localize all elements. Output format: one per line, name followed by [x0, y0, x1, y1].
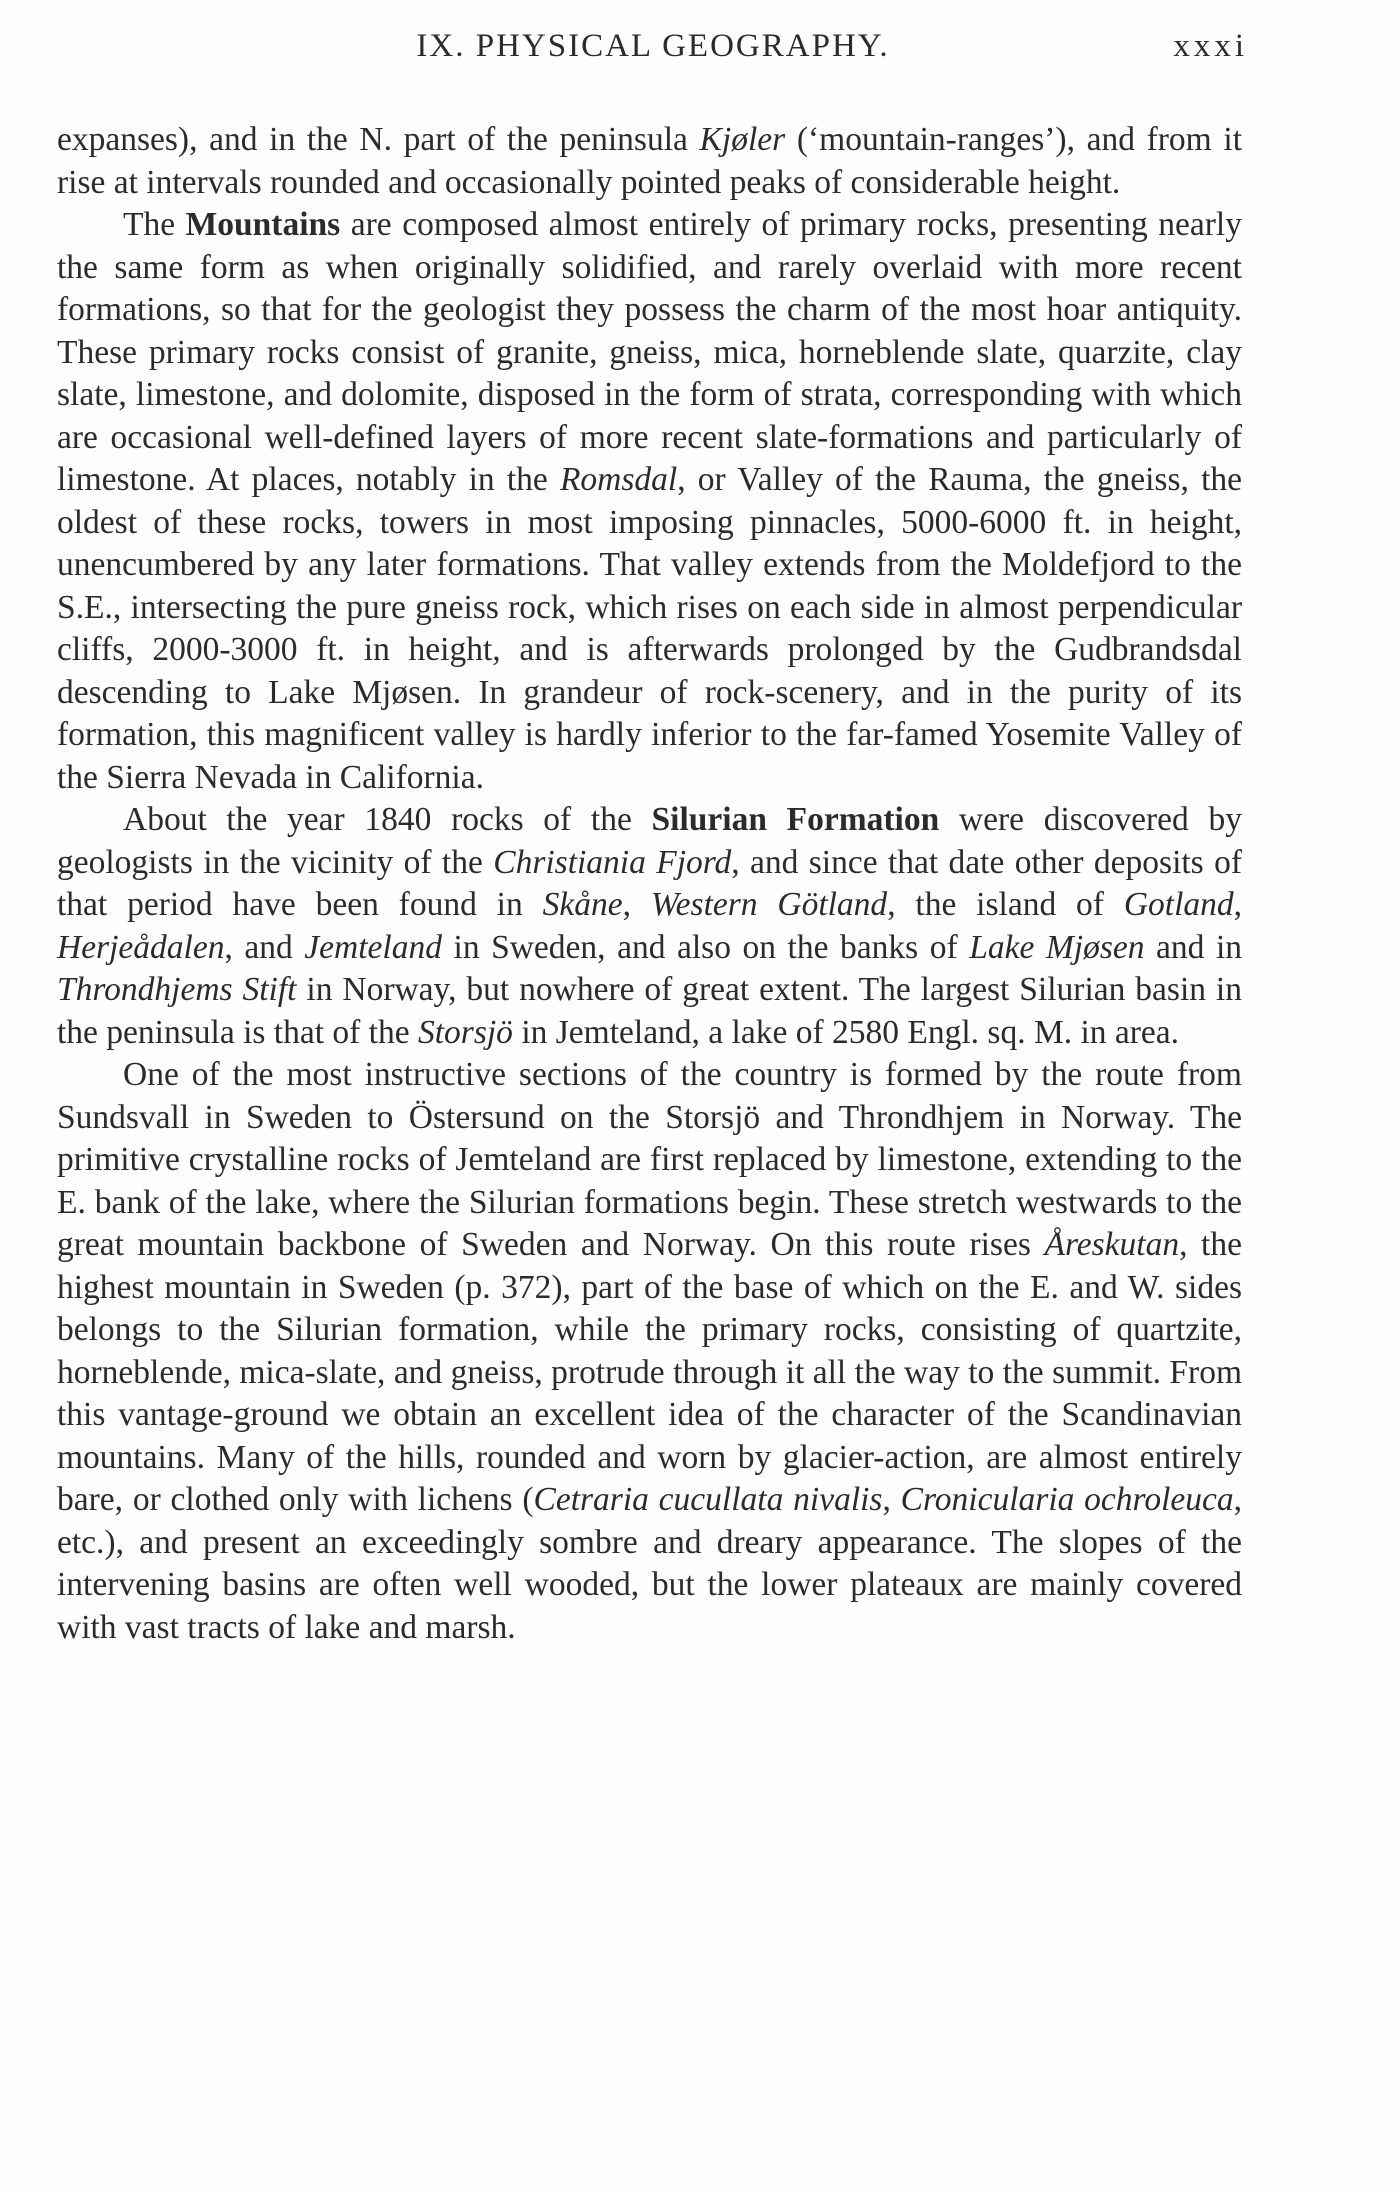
text-run: expanses), and in the N. part of the peninsula [57, 121, 700, 158]
italic-term: Jemteland [304, 928, 442, 966]
italic-term: Skåne [542, 886, 623, 923]
italic-term: Lake Mjøsen [969, 928, 1145, 966]
paragraph [57, 799, 1242, 1054]
italic-term: Christiania Fjord [493, 843, 732, 881]
italic-term: Storsjö [417, 1013, 513, 1051]
text-run: in Jemteland, a lake of 2580 Engl. sq. M. in area. [512, 1013, 1180, 1051]
text-run: , and since that date other deposits of that period have been found in [57, 843, 1242, 923]
text-run: The [123, 206, 186, 243]
paragraph [57, 1054, 1242, 1649]
text-run: in Sweden, and also on the banks of [441, 928, 970, 966]
bold-term: Mountains [185, 206, 341, 243]
paragraph [57, 204, 1242, 799]
bold-term: Silurian Formation [651, 801, 940, 838]
italic-term: Cronicularia ochroleuca [900, 1481, 1234, 1518]
italic-term: Throndhjems Stift [57, 971, 297, 1008]
italic-term: Gotland [1123, 886, 1234, 923]
italic-term: Kjøler [699, 121, 786, 158]
italic-term: Romsdal [559, 461, 678, 498]
text-run: One of the most instructive sections of the country is formed by the route from Sundsvall in Sweden to Östersund on the Storsjö and Throndhjem in Norway. The primitive crystalline rocks of Jemteland are first replaced by limestone, extending to the E. bank of the lake, where the Silurian formations begin. These stretch westwards to the great mountain backbone of Sweden and Norway. On this route rises [57, 1056, 1242, 1263]
text-run: , the highest mountain in Sweden (p. 372), part of the base of which on the E. and W. sides belongs to the Silurian formation, while the primary rocks, consisting of quartzite, horneblende, mica-slate, and gneiss, protrude through it all the way to the summit. From this vantage-ground we obtain an excellent idea of the character of the Scandinavian mountains. Many of the hills, rounded and worn by glacier-action, are almost entirely bare, or clothed only with lichens ( [57, 1226, 1242, 1518]
italic-term: Herjeådalen [57, 928, 225, 966]
paragraph [57, 119, 1242, 204]
text-run: in Norway, but nowhere of great extent. The largest Silurian basin in the peninsula is that of the [57, 971, 1242, 1051]
italic-term: Åreskutan [1044, 1226, 1180, 1263]
italic-term: Western Götland [650, 886, 888, 923]
running-header [58, 28, 1248, 78]
text-run: About the year 1840 rocks of the [123, 801, 652, 838]
text-run: , and [224, 928, 305, 966]
text-run: , or Valley of the Rauma, the gneiss, the oldest of these rocks, towers in most imposing pinnacles, 5000-6000 ft. in height, unencumbered by any later formations. That valley extends from the Moldefjord to the S.E., intersecting the pure gneiss rock, which rises on each side in almost perpendicular cliffs, 2000-3000 ft. in height, and is afterwards prolonged by the Gudbrandsdal descending to Lake Mjøsen. In grandeur of rock-scenery, and in the purity of its formation, this magnificent valley is hardly inferior to the far-famed Yosemite Valley of the Sierra Nevada in California. [57, 461, 1242, 796]
text-run: are composed almost entirely of primary rocks, presenting nearly the same form as when originally solidified, and rarely overlaid with more recent formations, so that for the geologist they possess the charm of the most hoar antiquity. These primary rocks consist of granite, gneiss, mica, horneblende slate, quarzite, clay slate, limestone, and dolomite, disposed in the form of strata, corresponding with which are occasional well-defined layers of more recent slate-formations and particularly of limestone. At places, notably in the [57, 206, 1242, 498]
text-run: , etc.), and present an exceedingly sombre and dreary appearance. The slopes of the intervening basins are often well wooded, but the lower plateaux are mainly covered with vast tracts of lake and marsh. [57, 1481, 1243, 1646]
body-text [57, 119, 1242, 1649]
text-run: , [882, 1481, 901, 1518]
text-run: were discovered by geologists in the vicinity of the [57, 801, 1242, 881]
page-number: xxxi [1173, 28, 1248, 64]
text-run: , [1233, 886, 1242, 923]
text-run: , [622, 886, 651, 923]
text-run: (‘mountain-ranges’), and from it rise at intervals rounded and occasionally pointed peaks of considerable height. [57, 121, 1243, 201]
italic-term: Cetraria cucullata nivalis [533, 1481, 883, 1518]
text-run: , the island of [887, 886, 1124, 923]
text-run: and in [1144, 928, 1242, 966]
chapter-title: IX. PHYSICAL GEOGRAPHY. [416, 28, 890, 64]
